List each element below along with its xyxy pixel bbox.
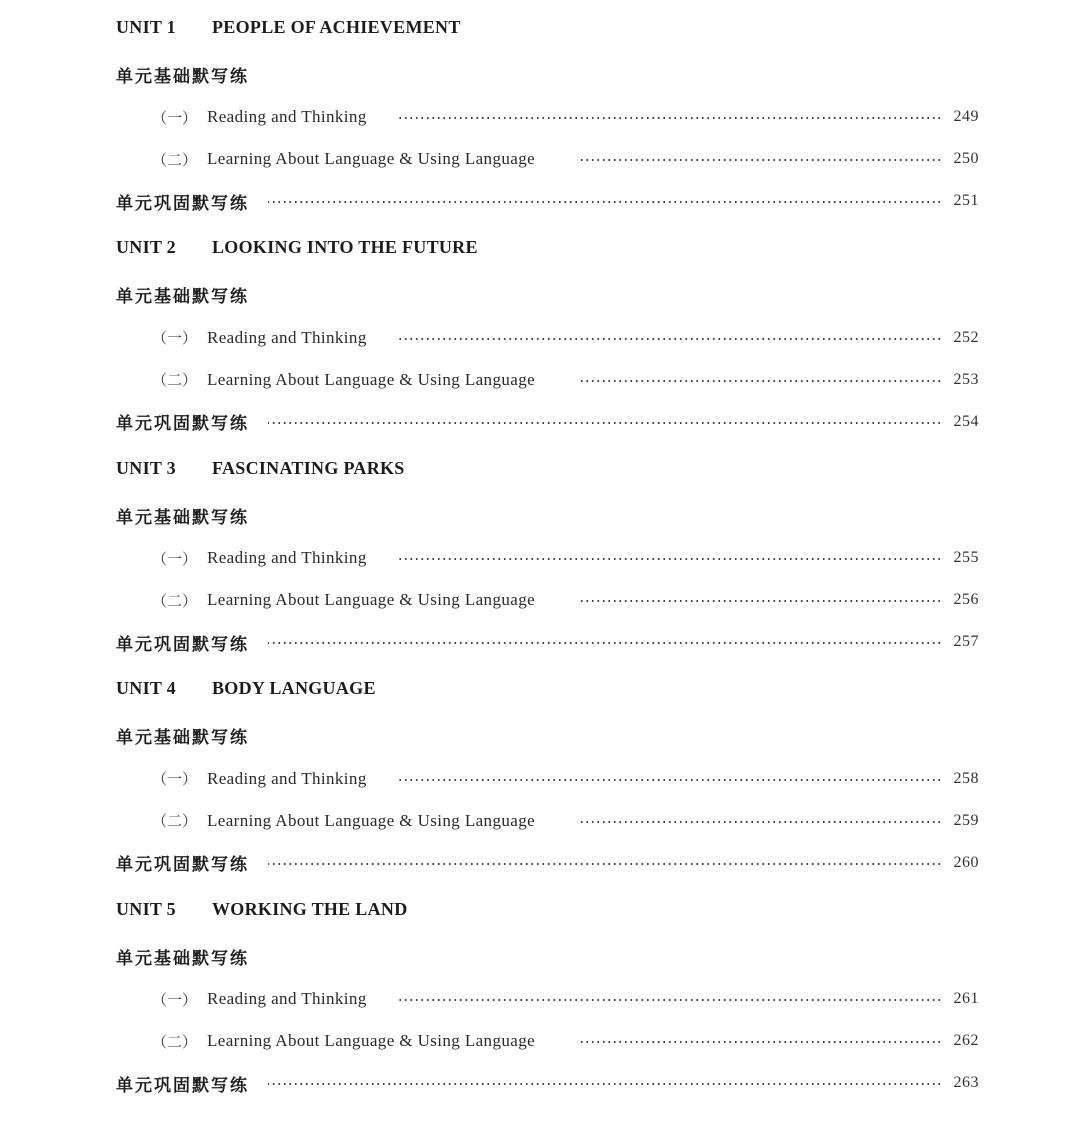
review-practice-label: 单元巩固默写练	[116, 193, 249, 214]
basic-practice-label: 单元基础默写练	[116, 66, 249, 87]
section-title: Learning About Language & Using Language	[207, 810, 536, 830]
page-number: 254	[953, 412, 979, 430]
dot-leader	[396, 779, 942, 781]
page-number: 249	[953, 108, 979, 125]
review-practice-entry[interactable]	[0, 848, 1080, 878]
section-title: Reading and Thinking	[207, 327, 367, 347]
basic-practice-label: 单元基础默写练	[116, 948, 249, 969]
section-title: Reading and Thinking	[207, 768, 367, 788]
unit-title: PEOPLE OF ACHIEVEMENT	[212, 16, 461, 37]
toc-entry[interactable]	[0, 806, 1080, 836]
page-number: 259	[953, 811, 979, 829]
basic-practice-heading	[0, 500, 1080, 530]
basic-practice-label: 单元基础默写练	[116, 728, 249, 748]
section-title: Learning About Language & Using Language	[207, 369, 536, 389]
dot-leader	[268, 642, 942, 644]
review-practice-entry[interactable]	[0, 186, 1080, 216]
toc-entry[interactable]	[0, 984, 1080, 1014]
toc-entry[interactable]	[0, 543, 1080, 573]
review-practice-label: 单元巩固默写练	[116, 1075, 249, 1096]
toc-entry[interactable]	[0, 1026, 1080, 1056]
unit-title: BODY LANGUAGE	[212, 678, 376, 698]
page-number: 255	[953, 549, 979, 566]
unit-title: FASCINATING PARKS	[212, 457, 405, 478]
toc-entry[interactable]	[0, 323, 1080, 353]
dot-leader	[396, 999, 942, 1001]
unit-number: UNIT 2	[116, 237, 176, 257]
review-practice-entry[interactable]	[0, 627, 1080, 657]
toc-entry[interactable]	[0, 144, 1080, 174]
section-index: （二）	[152, 1032, 198, 1051]
review-practice-label: 单元巩固默写练	[116, 855, 249, 875]
section-index: （一）	[152, 549, 198, 568]
review-practice-label: 单元巩固默写练	[116, 414, 249, 434]
page-number: 253	[953, 370, 979, 388]
unit-block-5	[0, 882, 1080, 1103]
page-number: 263	[953, 1074, 979, 1091]
unit-number: UNIT 1	[116, 16, 176, 37]
review-practice-entry[interactable]	[0, 1068, 1080, 1098]
dot-leader	[578, 600, 942, 602]
section-title: Learning About Language & Using Language	[207, 1031, 536, 1050]
section-index: （一）	[152, 990, 198, 1009]
page-number: 260	[953, 853, 979, 871]
dot-leader	[268, 201, 942, 203]
unit-block-1	[0, 0, 1080, 221]
unit-heading	[0, 674, 1080, 704]
toc-entry[interactable]	[0, 102, 1080, 132]
page-number: 257	[953, 633, 979, 650]
unit-block-3	[0, 441, 1080, 662]
toc-entry[interactable]	[0, 764, 1080, 794]
review-practice-entry[interactable]	[0, 407, 1080, 437]
unit-block-2	[0, 221, 1080, 442]
section-title: Reading and Thinking	[207, 107, 367, 126]
page-number: 256	[953, 591, 979, 608]
section-title: Reading and Thinking	[207, 989, 367, 1008]
unit-number: UNIT 3	[116, 457, 176, 478]
basic-practice-heading	[0, 59, 1080, 89]
unit-heading	[0, 12, 1080, 42]
unit-heading	[0, 453, 1080, 483]
section-index: （一）	[152, 770, 198, 788]
section-index: （二）	[152, 812, 198, 830]
unit-number: UNIT 5	[116, 898, 176, 919]
section-title: Learning About Language & Using Language	[207, 149, 536, 168]
unit-heading	[0, 233, 1080, 263]
page-number: 261	[953, 990, 979, 1007]
basic-practice-heading	[0, 721, 1080, 751]
dot-leader	[268, 422, 942, 424]
section-title: Learning About Language & Using Language	[207, 590, 536, 609]
page-number: 252	[953, 328, 979, 346]
dot-leader	[578, 159, 942, 161]
unit-heading	[0, 894, 1080, 924]
page-number: 258	[953, 769, 979, 787]
toc-entry[interactable]	[0, 365, 1080, 395]
section-index: （一）	[152, 108, 198, 127]
basic-practice-heading	[0, 941, 1080, 971]
basic-practice-label: 单元基础默写练	[116, 287, 249, 307]
dot-leader	[578, 380, 942, 382]
dot-leader	[578, 1041, 942, 1043]
page-number: 250	[953, 150, 979, 167]
section-index: （二）	[152, 150, 198, 169]
unit-block-4	[0, 662, 1080, 883]
dot-leader	[396, 558, 942, 560]
dot-leader	[268, 863, 942, 865]
dot-leader	[396, 117, 942, 119]
page-number: 262	[953, 1032, 979, 1049]
section-index: （二）	[152, 591, 198, 610]
dot-leader	[396, 338, 942, 340]
dot-leader	[578, 821, 942, 823]
page-number: 251	[953, 192, 979, 209]
review-practice-label: 单元巩固默写练	[116, 634, 249, 655]
dot-leader	[268, 1083, 942, 1085]
toc-entry[interactable]	[0, 585, 1080, 615]
unit-title: WORKING THE LAND	[212, 898, 408, 919]
section-index: （一）	[152, 329, 198, 347]
section-title: Reading and Thinking	[207, 548, 367, 567]
unit-title: LOOKING INTO THE FUTURE	[212, 237, 478, 257]
unit-number: UNIT 4	[116, 678, 176, 698]
basic-practice-label: 单元基础默写练	[116, 507, 249, 528]
section-index: （二）	[152, 371, 198, 389]
basic-practice-heading	[0, 280, 1080, 310]
